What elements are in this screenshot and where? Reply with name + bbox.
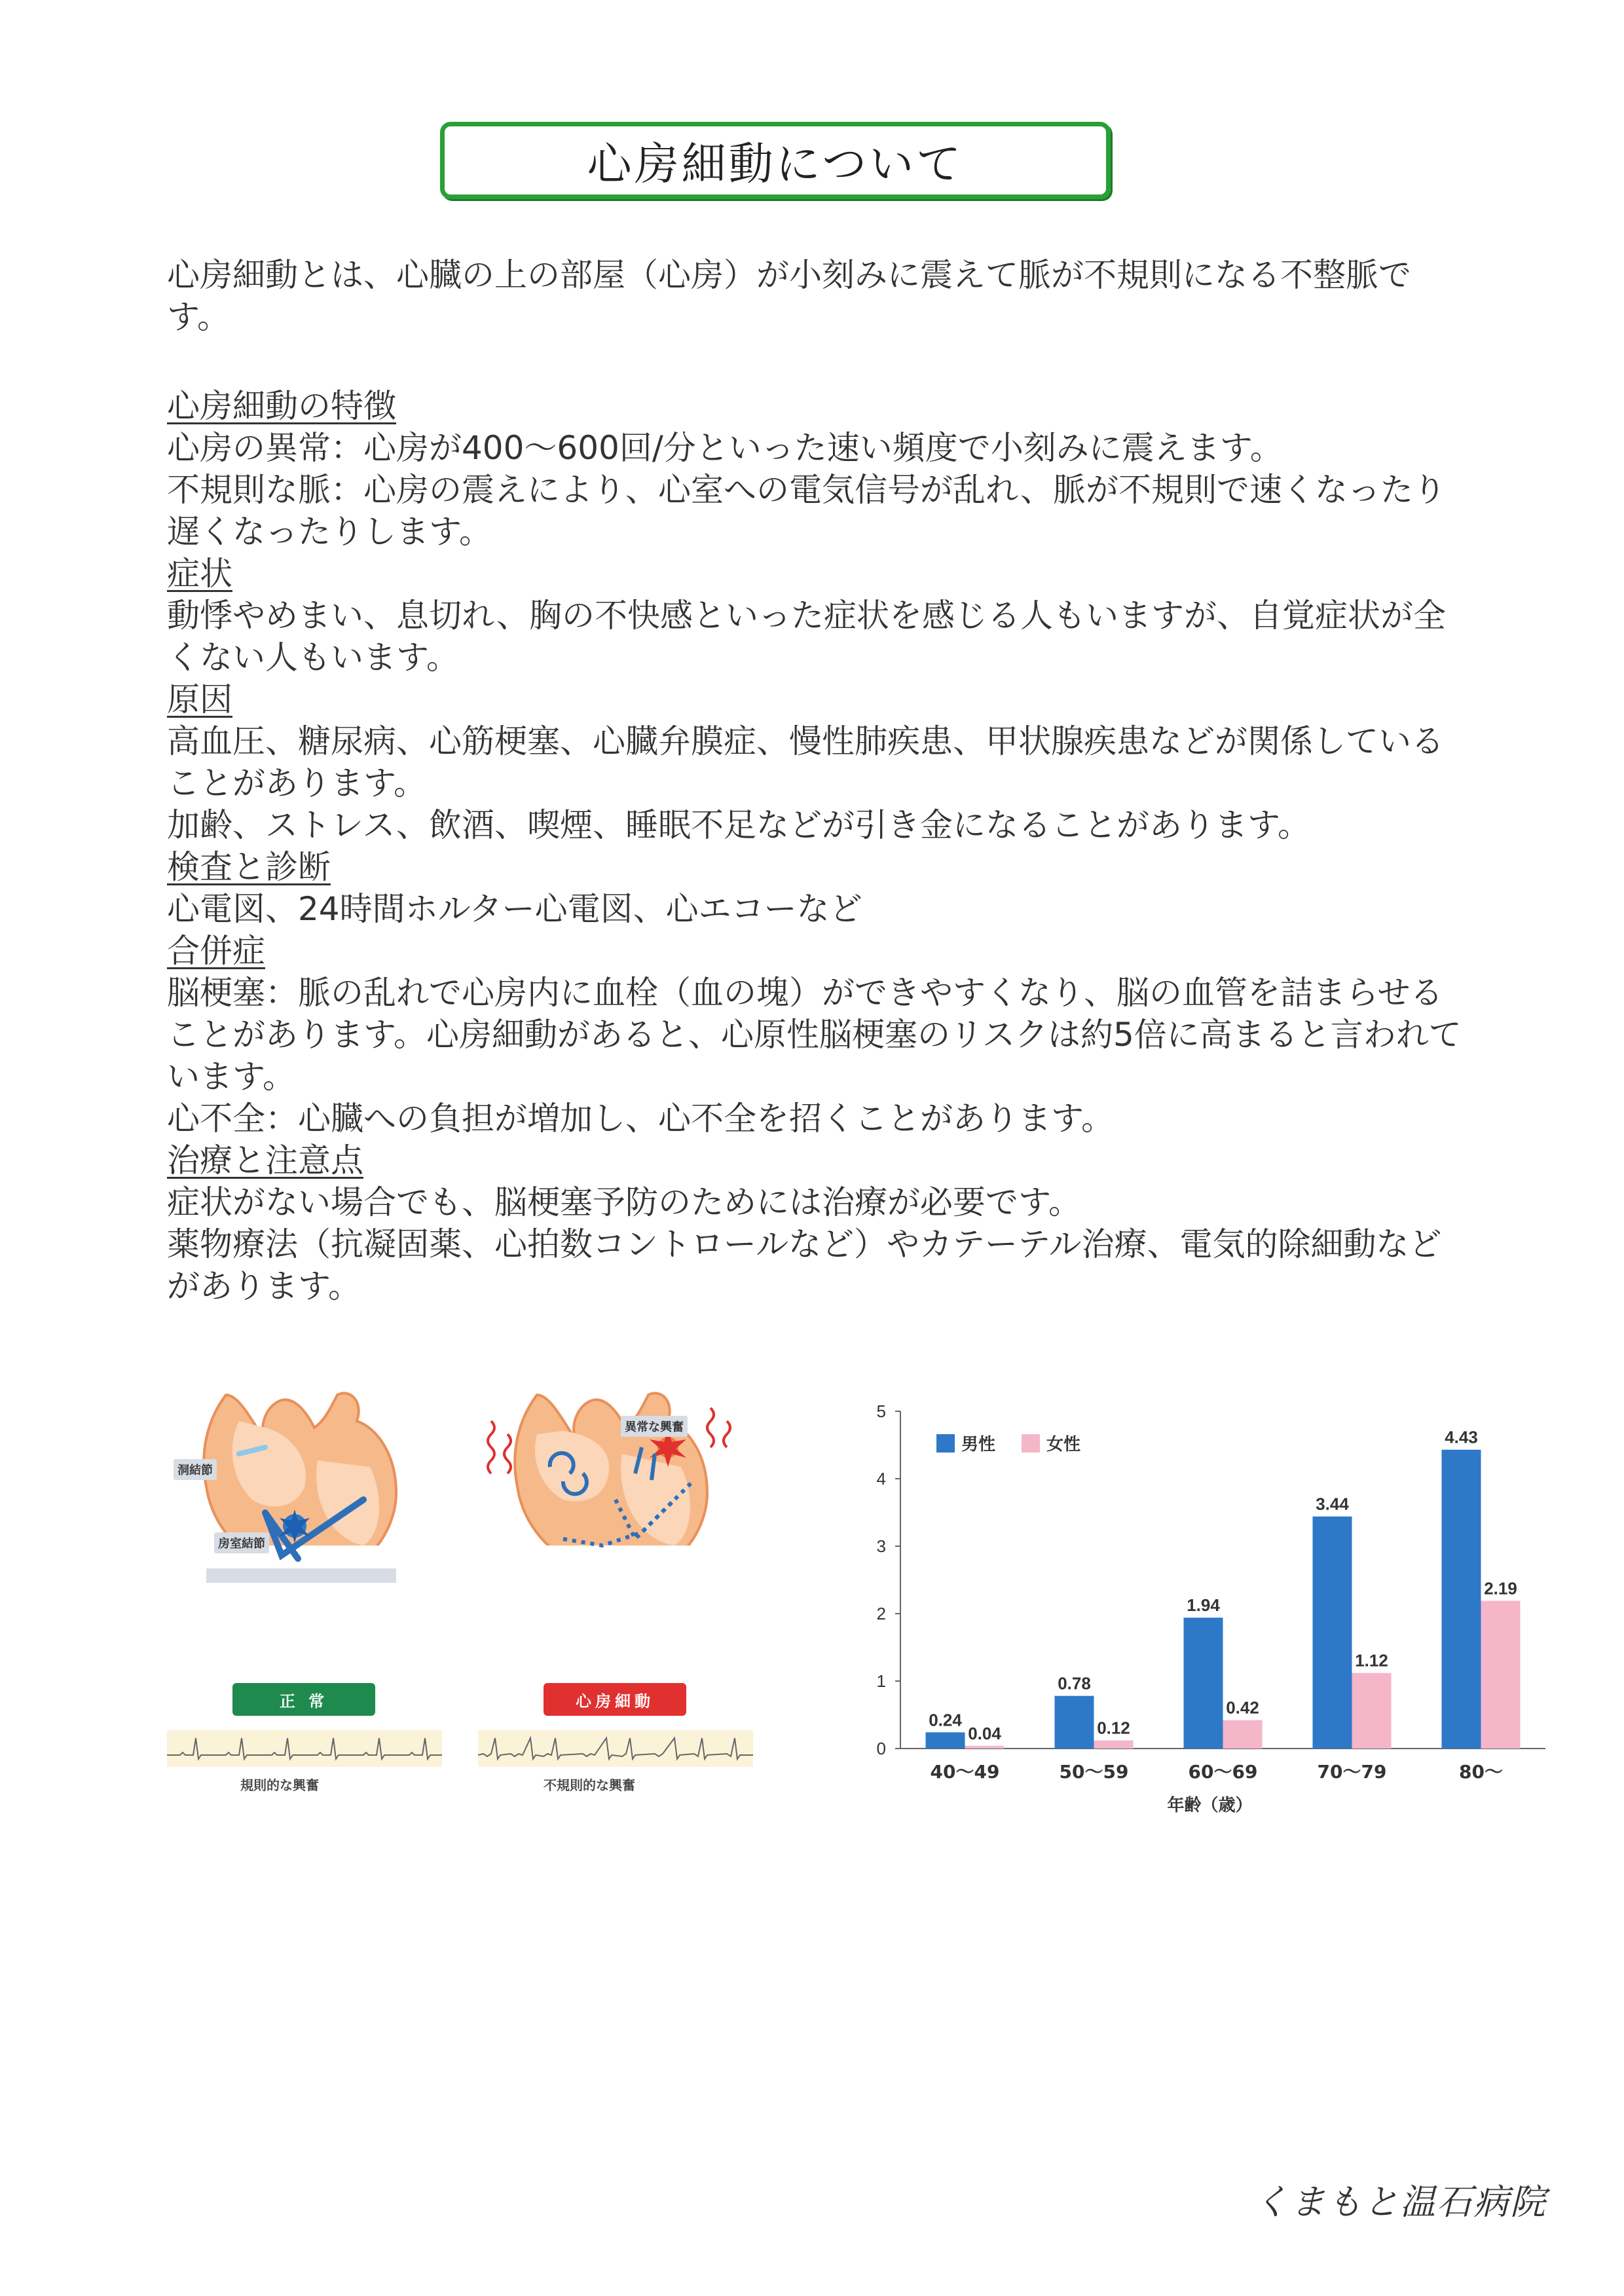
data-label: 3.44 (1316, 1494, 1349, 1514)
x-tick-label: 50〜59 (1059, 1761, 1129, 1783)
bar-female (965, 1746, 1005, 1749)
af-ecg-label: 不規則的な興奮 (544, 1777, 635, 1793)
bar-male (1442, 1450, 1481, 1749)
section-text: 薬物療法（抗凝固薬、心拍数コントロールなど）やカテーテル治療、電気的除細動などがあります。 (167, 1225, 1442, 1305)
bar-male (926, 1732, 965, 1749)
bar-female (1481, 1601, 1521, 1749)
y-tick-label: 2 (876, 1604, 886, 1623)
bar-male (1055, 1696, 1094, 1749)
data-label: 2.19 (1484, 1578, 1517, 1599)
section-heading: 検査と診断 (167, 848, 331, 886)
section-text: 脳梗塞：脈の乱れで心房内に血栓（血の塊）ができやすくなり、脳の血管を詰まらせることがあります。心房細動があると、心原性脳梗塞のリスクは約5倍に高まると言われています。 (167, 974, 1462, 1096)
data-label: 0.24 (929, 1710, 962, 1730)
y-tick-label: 4 (876, 1469, 886, 1489)
section-text: 高血圧、糖尿病、心筋梗塞、心臓弁膜症、慢性肺疾患、甲状腺疾患などが関係していることがあります。 (167, 722, 1444, 802)
data-label: 0.04 (968, 1723, 1001, 1743)
spacer (167, 338, 1464, 385)
af-badge: 心房細動 (544, 1683, 686, 1716)
legend-label: 女性 (1046, 1435, 1081, 1454)
af-heart-panel (478, 1382, 753, 1793)
legend-swatch (936, 1434, 955, 1453)
data-label: 1.94 (1187, 1595, 1220, 1616)
abnormal-excitation-tag: 異常な興奮 (621, 1416, 688, 1437)
y-tick-label: 0 (876, 1739, 886, 1758)
legend-label: 男性 (961, 1435, 996, 1454)
page-title: 心房細動について (587, 138, 964, 191)
x-tick-label: 40〜49 (930, 1761, 1000, 1783)
prevalence-bar-chart (845, 1382, 1559, 1827)
normal-ecg-label: 規則的な興奮 (240, 1777, 319, 1793)
title-box (440, 122, 1111, 199)
bar-female (1094, 1741, 1134, 1749)
x-tick-label: 80〜 (1459, 1761, 1503, 1783)
section-heading: 原因 (167, 680, 232, 718)
section-text: 心不全：心臓への負担が増加し、心不全を招くことがあります。 (167, 1100, 1114, 1138)
section-heading: 治療と注意点 (167, 1141, 363, 1179)
normal-badge: 正 常 (232, 1683, 375, 1716)
x-tick-label: 60〜69 (1188, 1761, 1258, 1783)
data-label: 0.78 (1058, 1673, 1091, 1694)
normal-ecg-strip (167, 1730, 442, 1769)
af-heart-image (478, 1382, 753, 1598)
intro-text: 心房細動とは、心臓の上の部屋（心房）が小刻みに震えて脈が不規則になる不整脈です。 (167, 256, 1411, 336)
data-label: 0.12 (1097, 1718, 1130, 1738)
data-label: 4.43 (1445, 1427, 1478, 1447)
bar-male (1184, 1618, 1223, 1749)
section-text: 不規則な脈：心房の震えにより、心室への電気信号が乱れ、脈が不規則で速くなったり遅くなったりします。 (167, 471, 1446, 551)
bar-male (1313, 1517, 1352, 1749)
sinus-node-tag: 洞結節 (174, 1459, 217, 1480)
bar-female (1223, 1720, 1263, 1749)
section-text: 心電図、24時間ホルター心電図、心エコーなど (167, 890, 862, 928)
af-ecg-strip (478, 1730, 753, 1769)
section-text: 動悸やめまい、息切れ、胸の不快感といった症状を感じる人もいますが、自覚症状が全くない人もいます。 (167, 597, 1446, 676)
section-heading: 合併症 (167, 932, 265, 970)
data-label: 1.12 (1355, 1650, 1388, 1671)
y-tick-label: 5 (876, 1401, 886, 1421)
bar-female (1352, 1673, 1392, 1749)
x-axis-label: 年齢（歳） (1167, 1796, 1253, 1815)
article-body (167, 254, 1464, 1307)
x-tick-label: 70〜79 (1317, 1761, 1387, 1783)
section-text: 加齢、ストレス、飲酒、喫煙、睡眠不足などが引き金になることがあります。 (167, 806, 1310, 844)
av-node-tag: 房室結節 (214, 1532, 269, 1553)
section-heading: 症状 (167, 555, 232, 593)
data-label: 0.42 (1226, 1697, 1259, 1718)
hospital-name: くまもと温石病院 (1253, 2181, 1547, 2223)
y-tick-label: 3 (876, 1536, 886, 1556)
normal-heart-image (167, 1382, 442, 1598)
y-tick-label: 1 (876, 1671, 886, 1691)
legend-swatch (1022, 1434, 1040, 1453)
section-heading: 心房細動の特徴 (167, 387, 396, 425)
normal-heart-panel (167, 1382, 442, 1793)
section-text: 心房の異常：心房が400〜600回/分といった速い頻度で小刻みに震えます。 (167, 429, 1283, 467)
section-text: 症状がない場合でも、脳梗塞予防のためには治療が必要です。 (167, 1183, 1081, 1221)
